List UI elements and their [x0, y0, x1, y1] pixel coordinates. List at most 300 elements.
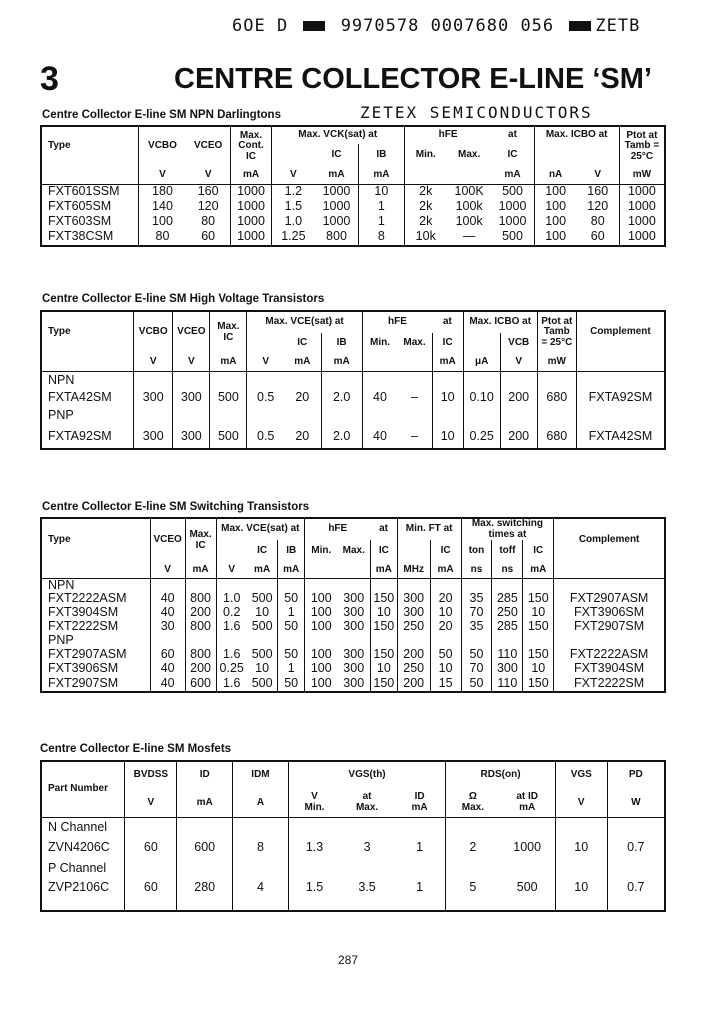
cell: 250 — [492, 606, 523, 620]
cell: — — [462, 229, 476, 244]
table-row — [41, 229, 665, 246]
code-part-1: 6OE D — [232, 16, 289, 36]
cell: 40 — [150, 676, 185, 692]
header-vgs: VGS — [555, 761, 607, 789]
cell: 60 — [590, 229, 605, 244]
unit-v: V — [204, 168, 212, 180]
cell: 10 — [523, 606, 554, 620]
cell: 160 — [587, 184, 609, 199]
header-id: ID — [177, 761, 233, 789]
cell: 80 — [201, 213, 216, 228]
cell: 10 — [432, 389, 463, 407]
cell: 120 — [587, 198, 609, 213]
cell: 1000 — [513, 840, 542, 855]
cell: 30 — [150, 620, 185, 634]
cell: 100K — [454, 184, 484, 199]
cell: 4 — [233, 879, 289, 911]
cell: 2.0 — [321, 389, 362, 407]
unit-ma: mA — [359, 166, 405, 184]
cell: 1.6 — [216, 620, 247, 634]
header-idm: IDM — [233, 761, 289, 789]
cell: 1000 — [619, 184, 665, 199]
unit-ma: mA — [321, 353, 362, 371]
header-max-ic: Max. IC — [210, 311, 247, 353]
cell: 2k — [404, 214, 447, 229]
cell: 40 — [150, 662, 185, 676]
header-bvdss: BVDSS — [125, 761, 177, 789]
cell: 0.10 — [463, 389, 500, 407]
cell: 60 — [201, 229, 216, 244]
cell: 3.5 — [358, 880, 376, 894]
header-complement: Complement — [576, 311, 665, 353]
high-voltage-caption: Centre Collector E-line SM High Voltage Transistors — [42, 293, 325, 305]
header-hfe-at: at — [442, 316, 452, 328]
cell: 150 — [523, 648, 554, 662]
cell: 1000 — [322, 198, 351, 213]
company-name: ZETEX SEMICONDUCTORS — [360, 103, 593, 122]
cell: 1000 — [619, 214, 665, 229]
cell: 5 — [446, 879, 500, 911]
cell: 285 — [492, 620, 523, 634]
cell-complement: FXT3904SM — [554, 662, 665, 676]
cell: 160 — [197, 184, 219, 199]
unit-mw: mW — [619, 166, 665, 184]
cell: 1.6 — [216, 676, 247, 692]
table-row — [41, 214, 665, 229]
cell: 60 — [150, 648, 185, 662]
cell: 1.6 — [216, 648, 247, 662]
cell: 35 — [461, 592, 492, 606]
cell: 100 — [305, 648, 338, 662]
cell: 280 — [177, 879, 233, 911]
rds-max-col — [446, 789, 500, 817]
cell: 1 — [359, 214, 405, 229]
table-row — [41, 199, 665, 214]
cell: 200 — [500, 425, 537, 449]
header-part-number: Part Number — [48, 783, 109, 794]
table-row — [41, 184, 665, 199]
cell: 180 — [138, 184, 186, 199]
cell: 100 — [534, 199, 577, 214]
header-hfe-min: Min. — [305, 540, 338, 562]
cell: 50 — [278, 676, 305, 692]
cell-part: ZVN4206C — [48, 840, 110, 855]
unit-ma: mA — [430, 562, 461, 578]
cell-complement: FXT2222ASM — [554, 648, 665, 662]
unit-v: V — [125, 789, 177, 817]
section-number: 3 — [40, 60, 59, 98]
header-hfe-min: Min. — [362, 333, 397, 353]
unit-ma: mA — [504, 168, 521, 180]
cell: 100 — [305, 606, 338, 620]
table-row — [41, 425, 665, 449]
cell: 2k — [404, 199, 447, 214]
cell-type: FXT2222SM — [48, 619, 119, 634]
cell: 110 — [492, 676, 523, 692]
cell: 250 — [397, 620, 430, 634]
cell: 10 — [370, 662, 397, 676]
cell: 500 — [251, 647, 273, 662]
header-vcbo: VCBO — [138, 126, 186, 166]
cell-type: FXTA92SM — [48, 428, 112, 443]
cell: 1 — [278, 606, 305, 620]
cell: 1000 — [619, 229, 665, 246]
switching-table — [40, 517, 666, 693]
header-pd: PD — [607, 761, 665, 789]
header-type: Type — [48, 534, 71, 546]
header-ib: IB — [278, 540, 305, 562]
document-code-line — [232, 16, 640, 36]
cell: 500 — [502, 184, 523, 199]
cell: – — [411, 390, 418, 405]
header-icbo: Max. ICBO at — [463, 311, 537, 333]
header-ptot: Ptot at Tamb = 25°C — [619, 126, 665, 166]
cell: 0.5 — [247, 389, 284, 407]
unit-ma: mA — [519, 801, 536, 813]
header-rdson: RDS(on) — [446, 761, 556, 789]
cell: 0.25 — [463, 425, 500, 449]
cell: 1000 — [231, 229, 272, 246]
mosfets-table — [40, 760, 666, 912]
cell: 300 — [343, 647, 365, 662]
cell-complement: FXT2907ASM — [554, 592, 665, 606]
header-at: at — [362, 791, 372, 803]
npn-label: NPN — [48, 372, 75, 387]
cell-type: FXT2222ASM — [48, 591, 127, 606]
cell: 100 — [305, 592, 338, 606]
cell: 1000 — [322, 213, 351, 228]
table-row — [41, 879, 665, 911]
cell-type: FXT603SM — [48, 213, 112, 228]
darlingtons-table — [40, 125, 666, 247]
unit-ma: mA — [254, 563, 271, 575]
cell: 1 — [278, 662, 305, 676]
cell: 100 — [305, 620, 338, 634]
cell: 500 — [210, 389, 247, 407]
cell: 1 — [359, 199, 405, 214]
cell: 100 — [534, 229, 577, 246]
cell: 200 — [185, 606, 216, 620]
unit-v: V — [150, 562, 185, 578]
header-ib: IB — [359, 144, 405, 166]
cell: 1 — [416, 840, 424, 855]
unit-a: A — [233, 789, 289, 817]
header-hfe: hFE — [305, 518, 371, 540]
header-toff: toff — [492, 540, 523, 562]
cell: 300 — [343, 675, 365, 690]
cell: 1.2 — [271, 184, 315, 199]
vgs-max-col — [340, 789, 394, 817]
cell: 150 — [370, 648, 397, 662]
unit-ua: μA — [463, 353, 500, 371]
cell: 0.7 — [607, 879, 665, 911]
cell: 40 — [150, 592, 185, 606]
cell: 200 — [397, 648, 430, 662]
cell: 100 — [138, 214, 186, 229]
darlingtons-caption: Centre Collector E-line SM NPN Darlingtons — [42, 109, 281, 121]
header-ton: ton — [461, 540, 492, 562]
header-type: Type — [48, 140, 71, 152]
unit-na: nA — [534, 166, 577, 184]
cell: 8 — [359, 229, 405, 246]
vgs-id-col — [394, 789, 446, 817]
table-row — [41, 592, 665, 606]
unit-v: V — [216, 562, 247, 578]
cell: 100k — [455, 198, 483, 213]
unit-ma: mA — [185, 562, 216, 578]
cell: 150 — [523, 620, 554, 634]
cell: 10 — [523, 662, 554, 676]
npn-label: NPN — [48, 577, 75, 592]
unit-ma: mA — [432, 353, 463, 371]
unit-w: W — [607, 789, 665, 817]
unit-mw: mW — [537, 353, 576, 371]
pnp-label: PNP — [48, 633, 74, 648]
cell: 80 — [138, 229, 186, 246]
cell: 680 — [537, 389, 576, 407]
cell: 140 — [138, 199, 186, 214]
unit-v: V — [594, 168, 602, 180]
header-switching: Max. switching times at — [461, 518, 554, 540]
header-sw-ic: IC — [523, 540, 554, 562]
cell: 100 — [534, 184, 577, 199]
cell: 300 — [343, 619, 365, 634]
cell: 0.7 — [607, 837, 665, 859]
header-type: Type — [48, 326, 71, 338]
cell: 40 — [362, 389, 397, 407]
black-bar-mark — [303, 21, 325, 31]
cell-type: FXT3906SM — [48, 661, 119, 676]
unit-mhz: MHz — [397, 562, 430, 578]
cell: 1.0 — [216, 592, 247, 606]
cell: 1000 — [231, 199, 272, 214]
cell: 1000 — [231, 214, 272, 229]
vgs-min-col — [288, 789, 340, 817]
cell: 10 — [359, 184, 405, 199]
cell-type: FXT601SSM — [48, 184, 120, 199]
cell: 0.2 — [216, 606, 247, 620]
cell: 1.5 — [271, 199, 315, 214]
header-vcesat: Max. VCK(sat) at — [271, 126, 404, 144]
table-row — [41, 620, 665, 634]
unit-v: V — [134, 353, 173, 371]
unit-v: V — [271, 166, 315, 184]
cell: 60 — [125, 837, 177, 859]
header-hfe-at: at — [379, 523, 389, 535]
cell: 1.25 — [271, 229, 315, 246]
cell: 285 — [492, 592, 523, 606]
header-ft-ic: IC — [430, 540, 461, 562]
cell: 300 — [397, 606, 430, 620]
table-row — [41, 662, 665, 676]
unit-ma: mA — [210, 353, 247, 371]
header-max: Max. — [355, 801, 379, 813]
cell: 120 — [197, 198, 219, 213]
cell: 10 — [432, 425, 463, 449]
cell: 1000 — [498, 198, 527, 213]
unit-v: V — [247, 353, 284, 371]
cell-complement: FXT2907SM — [554, 620, 665, 634]
header-ib: IB — [321, 333, 362, 353]
cell-type: FXTA42SM — [48, 390, 112, 405]
cell: 800 — [185, 648, 216, 662]
unit-v: V — [311, 791, 318, 803]
cell-type: FXT3904SM — [48, 605, 119, 620]
rds-id-col — [500, 789, 556, 817]
cell: 300 — [343, 605, 365, 620]
header-vceo: VCEO — [173, 311, 210, 353]
cell: 300 — [134, 425, 173, 449]
cell: 1000 — [498, 213, 527, 228]
table-row — [41, 606, 665, 620]
cell: 300 — [343, 591, 365, 606]
header-vcb: VCB — [500, 333, 537, 353]
table-row — [41, 648, 665, 662]
cell: 2k — [404, 184, 447, 199]
cell: 500 — [251, 675, 273, 690]
cell: 40 — [362, 425, 397, 449]
cell: 2 — [446, 837, 500, 859]
unit-ma: mA — [278, 562, 305, 578]
unit-ns: ns — [492, 562, 523, 578]
page-number: 287 — [338, 953, 359, 967]
cell: 200 — [500, 389, 537, 407]
cell: 10 — [255, 661, 270, 676]
cell: 300 — [492, 662, 523, 676]
header-hfe-at: at — [508, 129, 517, 141]
cell: 2.0 — [321, 425, 362, 449]
cell: 10k — [404, 229, 447, 246]
cell-complement: FXT2222SM — [554, 676, 665, 692]
header-ic: IC — [257, 544, 268, 556]
cell: 10 — [555, 879, 607, 911]
header-vceo: VCEO — [150, 518, 185, 562]
cell: 20 — [295, 428, 310, 443]
header-hfe: hFE — [404, 126, 491, 144]
cell: 0.5 — [247, 425, 284, 449]
cell: 10 — [430, 662, 461, 676]
pnp-label: PNP — [48, 408, 74, 423]
n-channel-label: N Channel — [48, 819, 108, 834]
cell: 200 — [185, 662, 216, 676]
cell: 10 — [555, 837, 607, 859]
header-ft: Min. FT at — [397, 518, 461, 540]
header-vcbo: VCBO — [134, 311, 173, 353]
header-hfe-ic: IC — [432, 333, 463, 353]
header-at: at — [516, 791, 526, 803]
cell: 10 — [370, 606, 397, 620]
page-title: CENTRE COLLECTOR E-LINE ‘SM’ — [174, 63, 652, 95]
cell-type: FXT2907SM — [48, 675, 119, 690]
cell: 600 — [177, 837, 233, 859]
header-hfe-min: Min. — [404, 144, 447, 166]
header-ic: IC — [331, 148, 342, 160]
cell: 150 — [370, 620, 397, 634]
cell: 3 — [363, 840, 371, 855]
cell: 15 — [430, 676, 461, 692]
unit-v: V — [138, 166, 186, 184]
cell: 300 — [343, 661, 365, 676]
unit-ma: mA — [411, 801, 428, 813]
cell: 0.25 — [216, 662, 247, 676]
cell: 800 — [326, 229, 347, 244]
cell: 100k — [455, 213, 483, 228]
header-vceo: VCEO — [193, 140, 223, 152]
cell-complement: FXT3906SM — [554, 606, 665, 620]
cell: 100 — [534, 214, 577, 229]
header-hfe-max: Max. — [342, 544, 365, 556]
unit-v: V — [555, 789, 607, 817]
unit-v: V — [173, 353, 210, 371]
unit-ma: mA — [328, 168, 345, 180]
cell: 1.0 — [271, 214, 315, 229]
code-part-2: 9970578 0007680 056 — [340, 16, 555, 36]
cell: 35 — [461, 620, 492, 634]
header-hfe-ic: IC — [370, 540, 397, 562]
header-vgsth: VGS(th) — [288, 761, 445, 789]
unit-ma: mA — [294, 355, 311, 367]
header-hfe: hFE — [362, 311, 432, 333]
header-hfe-max: Max. — [458, 148, 481, 160]
cell-type: FXT2907ASM — [48, 647, 127, 662]
cell: 680 — [537, 425, 576, 449]
cell: 50 — [461, 676, 492, 692]
cell: 10 — [430, 606, 461, 620]
table-row — [41, 837, 665, 859]
unit-ma: mA — [523, 562, 554, 578]
header-ic: IC — [297, 336, 308, 348]
cell: 70 — [461, 662, 492, 676]
cell: 600 — [185, 676, 216, 692]
cell: 500 — [516, 880, 538, 894]
table-row — [41, 389, 665, 407]
mosfets-caption: Centre Collector E-line SM Mosfets — [40, 743, 232, 755]
table-row — [41, 676, 665, 692]
header-id: ID — [528, 791, 539, 803]
cell: 800 — [185, 620, 216, 634]
cell-part: ZVP2106C — [48, 880, 110, 894]
cell: 50 — [278, 592, 305, 606]
cell: 1000 — [231, 184, 272, 199]
cell: 500 — [502, 229, 523, 244]
header-max-ic: Max. Cont. IC — [231, 126, 272, 166]
cell-complement: FXTA92SM — [576, 389, 665, 407]
cell: 20 — [295, 390, 310, 405]
cell: 800 — [185, 592, 216, 606]
cell: 150 — [370, 592, 397, 606]
black-bar-mark — [569, 21, 591, 31]
header-max-ic: Max. IC — [185, 518, 216, 562]
cell: 150 — [370, 676, 397, 692]
cell: 250 — [397, 662, 430, 676]
cell: 60 — [125, 879, 177, 911]
cell: 70 — [461, 606, 492, 620]
unit-v: V — [500, 353, 537, 371]
cell: 100 — [305, 662, 338, 676]
cell: 1000 — [322, 184, 351, 199]
cell: 500 — [251, 619, 273, 634]
cell: 1.3 — [288, 837, 340, 859]
header-ptot: Ptot at Tamb = 25°C — [537, 311, 576, 353]
cell: 50 — [278, 620, 305, 634]
cell: 100 — [305, 676, 338, 692]
unit-ohm: Ω — [468, 791, 477, 803]
cell: 8 — [233, 837, 289, 859]
high-voltage-table — [40, 310, 666, 450]
header-vcesat: Max. VCE(sat) at — [247, 311, 362, 333]
cell: 150 — [523, 676, 554, 692]
unit-ma: mA — [177, 789, 233, 817]
